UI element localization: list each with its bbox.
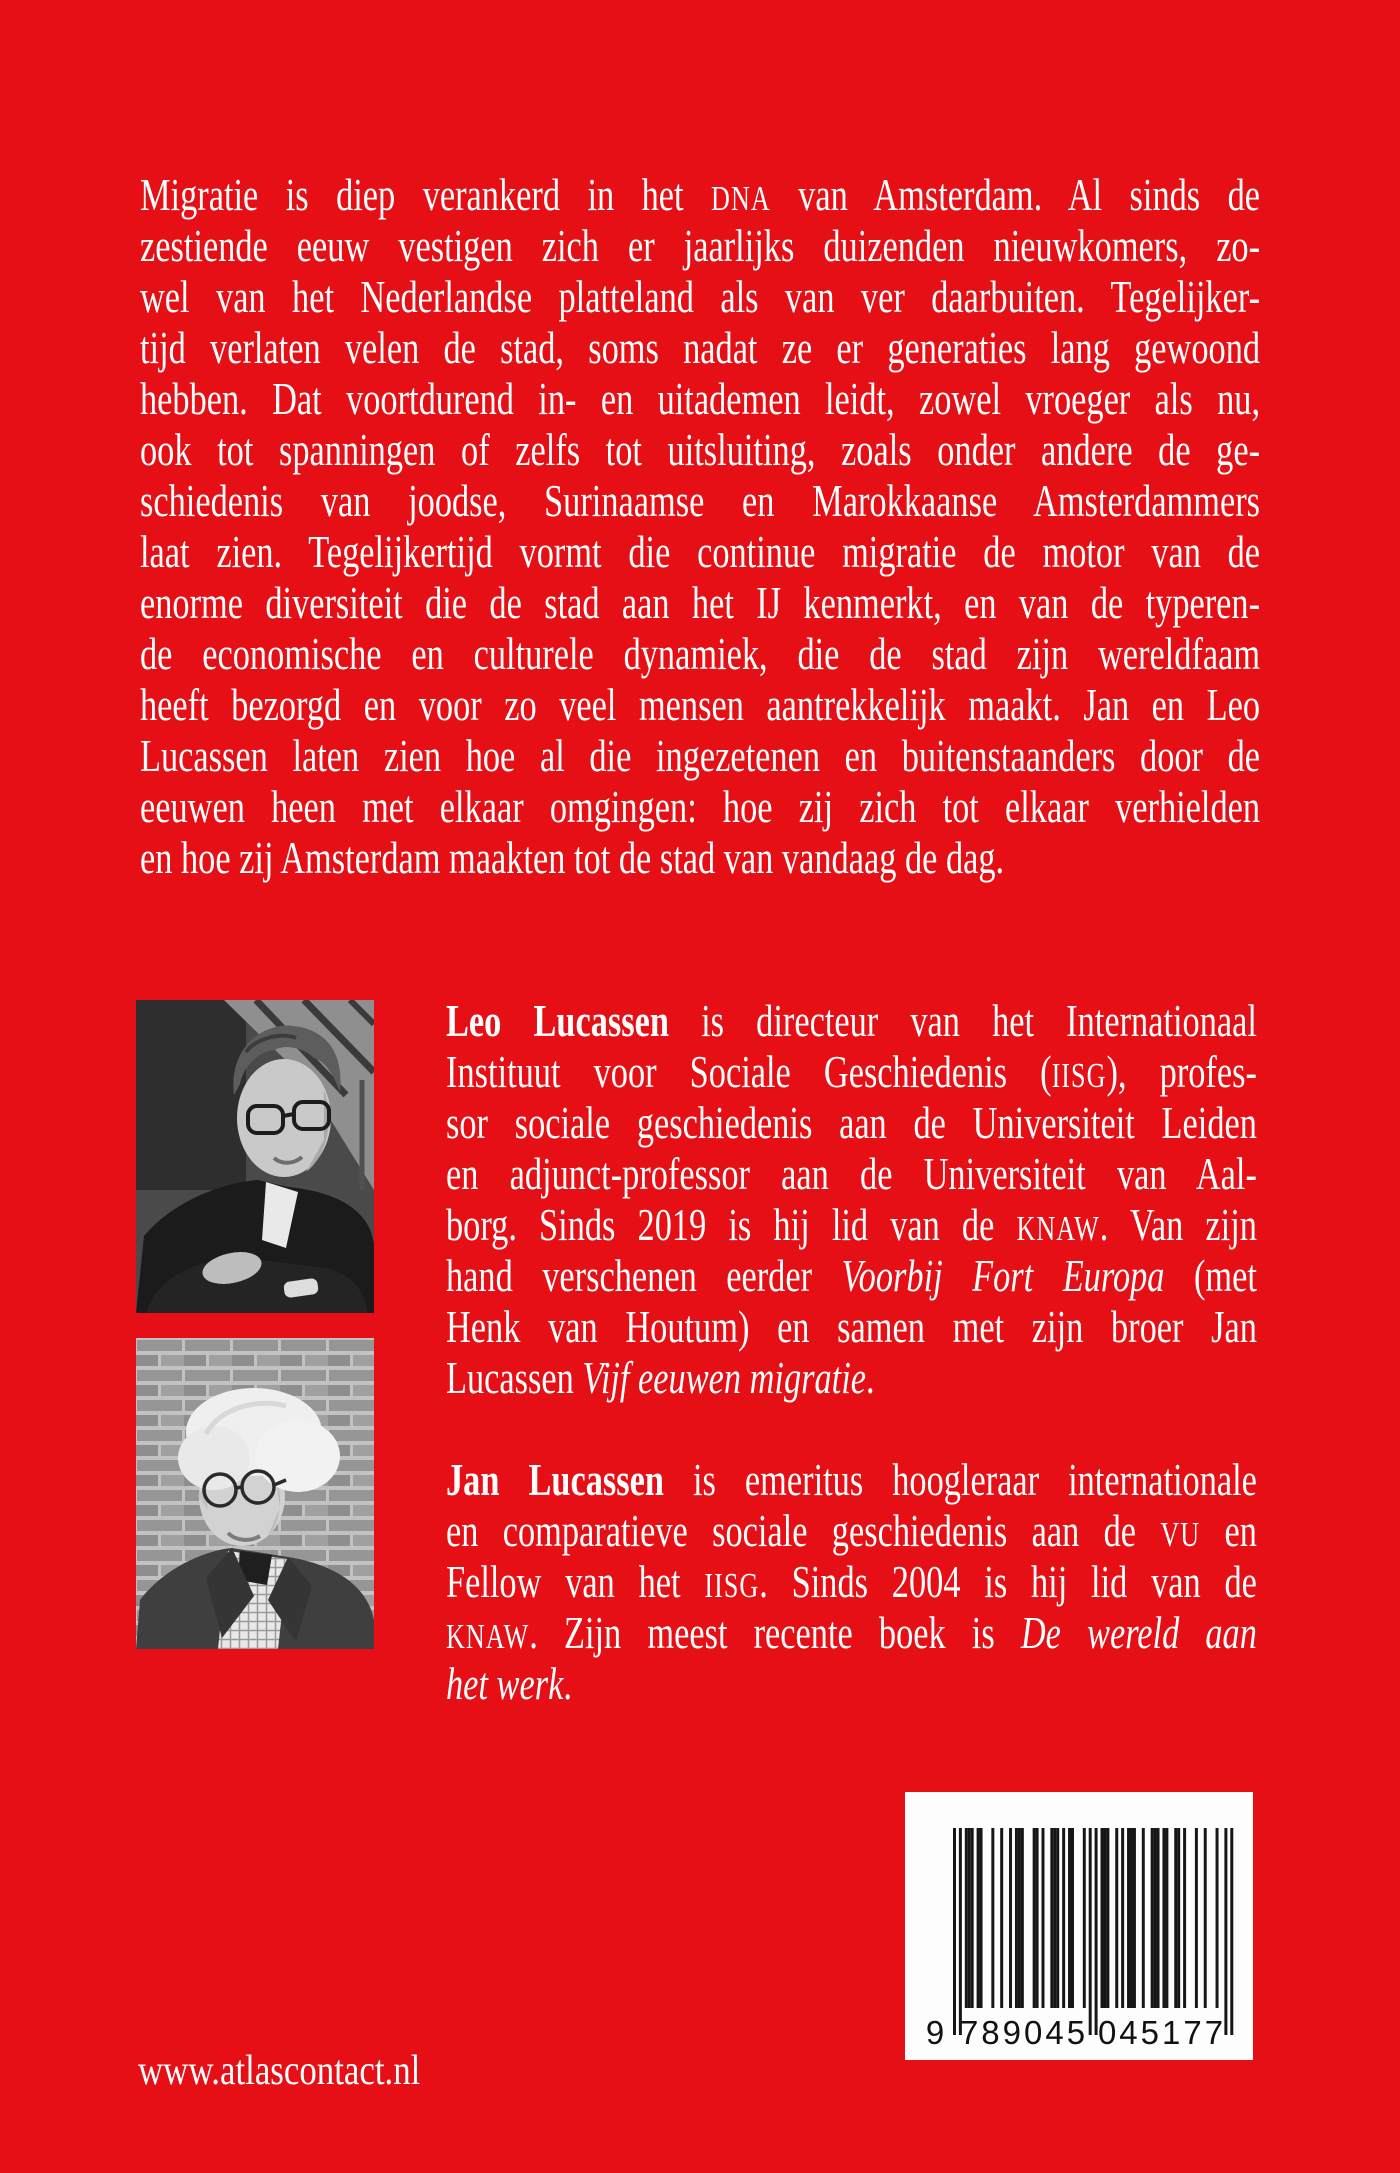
barcode-bar	[1154, 1828, 1157, 2008]
barcode-bar	[1142, 1828, 1145, 2008]
barcode-bar	[965, 1828, 968, 2008]
barcode-bar	[1177, 1828, 1180, 2008]
barcode-bar	[953, 1828, 956, 2035]
text-line: borg. Sinds 2019 is hij lid van de KNAW. Van zijn	[446, 1199, 1257, 1250]
jan-lucassen-photo	[136, 1338, 374, 1649]
text-line: sor sociale geschiedenis aan de Universiteit Leiden	[446, 1097, 1257, 1148]
publisher-website-url: www.atlascontact.nl	[138, 2048, 421, 2094]
isbn-barcode	[905, 1792, 1253, 2060]
barcode-bar	[1068, 1828, 1071, 2008]
text-line: laat zien. Tegelijkertijd vormt die continue migratie de motor van de	[140, 526, 1261, 577]
barcode-bar	[1127, 1828, 1130, 2008]
jan-lucassen-portrait-illustration	[136, 1338, 374, 1649]
text-line: Migratie is diep verankerd in het DNA van Amsterdam. Al sinds de	[140, 169, 1261, 220]
jan-lucassen-bio	[446, 1454, 1257, 1709]
barcode-bar	[1033, 1828, 1036, 2008]
barcode-bar	[1018, 1828, 1021, 2008]
barcode-bar	[1115, 1828, 1118, 2008]
text-line: en adjunct-professor aan de Universiteit van Aal-	[446, 1148, 1257, 1199]
barcode-bar	[1130, 1828, 1133, 2008]
text-line: Henk van Houtum) en samen met zijn broer Jan	[446, 1301, 1257, 1352]
barcode-svg	[905, 1792, 1253, 2060]
barcode-bar	[1050, 1828, 1053, 2008]
barcode-bar	[1071, 1828, 1074, 2008]
barcode-bar	[1000, 1828, 1003, 2008]
barcode-bar	[1095, 1828, 1098, 2035]
isbn-digits: 045177	[1097, 2014, 1227, 2051]
barcode-bar	[1162, 1828, 1165, 2008]
isbn-digits: 9	[925, 2014, 945, 2051]
text-line: tijd verlaten velen de stad, soms nadat ze er generaties lang gewoond	[140, 322, 1261, 373]
barcode-bar	[971, 1828, 974, 2008]
barcode-bar	[977, 1828, 980, 2008]
barcode-bar	[1062, 1828, 1065, 2008]
text-line: Lucassen Vijf eeuwen migratie.	[446, 1352, 875, 1403]
barcode-bar	[1009, 1828, 1012, 2008]
barcode-bar	[1089, 1828, 1092, 2035]
text-line: en comparatieve sociale geschiedenis aan de VU en	[446, 1505, 1257, 1556]
barcode-bar	[980, 1828, 983, 2008]
barcode-bar	[1157, 1828, 1160, 2008]
barcode-bar	[1083, 1828, 1086, 2008]
leo-lucassen-photo	[136, 1000, 374, 1313]
barcode-bar	[1036, 1828, 1039, 2008]
text-line: enorme diversiteit die de stad aan het IJ kenmerkt, en van de typeren-	[140, 577, 1261, 628]
text-line: ook tot spanningen of zelfs tot uitsluiting, zoals onder andere de ge-	[140, 424, 1261, 475]
leo-lucassen-portrait-illustration	[136, 1000, 374, 1313]
text-line: Fellow van het IISG. Sinds 2004 is hij lid van de	[446, 1556, 1257, 1607]
barcode-bar	[1133, 1828, 1136, 2008]
text-line: wel van het Nederlandse platteland als van ver daarbuiten. Tegelijker-	[140, 271, 1261, 322]
barcode-bar	[1204, 1828, 1207, 2008]
barcode-bar	[1121, 1828, 1124, 2008]
text-line: schiedenis van joodse, Surinaamse en Marokkaanse Amsterdammers	[140, 475, 1261, 526]
barcode-bar	[1103, 1828, 1106, 2008]
barcode-bar	[1230, 1828, 1233, 2035]
barcode-bar	[1216, 1828, 1219, 2008]
text-line: zestiende eeuw vestigen zich er jaarlijks duizenden nieuwkomers, zo-	[140, 220, 1261, 271]
text-line: Jan Lucassen is emeritus hoogleraar internationale	[446, 1454, 1257, 1505]
barcode-bar	[1021, 1828, 1024, 2008]
text-line: Instituut voor Sociale Geschiedenis (IISG), profes-	[446, 1046, 1257, 1097]
barcode-bar	[1015, 1828, 1018, 2008]
text-line: Lucassen laten zien hoe al die ingezetenen en buitenstaanders door de	[140, 730, 1261, 781]
text-line: KNAW. Zijn meest recente boek is De wereld aan	[446, 1607, 1257, 1658]
text-line: hebben. Dat voortdurend in- en uitademen leidt, zowel vroeger als nu,	[140, 373, 1261, 424]
isbn-digits: 789045	[959, 2014, 1089, 2051]
barcode-bar	[1056, 1828, 1059, 2008]
barcode-bar	[959, 1828, 962, 2035]
barcode-bar	[968, 1828, 971, 2008]
barcode-bar	[1165, 1828, 1168, 2008]
barcode-bar	[1183, 1828, 1186, 2008]
text-line: en hoe zij Amsterdam maakten tot de stad van vandaag de dag.	[140, 832, 1005, 883]
barcode-bar	[1106, 1828, 1109, 2008]
text-line: heeft bezorgd en voor zo veel mensen aantrekkelijk maakt. Jan en Leo	[140, 679, 1261, 730]
barcode-bar	[991, 1828, 994, 2008]
text-line: het werk.	[446, 1658, 572, 1709]
text-line: hand verschenen eerder Voorbij Fort Europa (met	[446, 1250, 1257, 1301]
barcode-bar	[1151, 1828, 1154, 2008]
barcode-bar	[1042, 1828, 1045, 2008]
barcode-bar	[1053, 1828, 1056, 2008]
text-line: Leo Lucassen is directeur van het Internationaal	[446, 995, 1257, 1046]
text-line: de economische en culturele dynamiek, die de stad zijn wereldfaam	[140, 628, 1261, 679]
text-line: eeuwen heen met elkaar omgingen: hoe zij zich tot elkaar verhielden	[140, 781, 1261, 832]
back-cover-blurb	[140, 169, 1260, 883]
barcode-bar	[1174, 1828, 1177, 2008]
barcode-bar	[1224, 1828, 1227, 2035]
barcode-bar	[1101, 1828, 1104, 2008]
leo-lucassen-bio	[446, 995, 1257, 1403]
barcode-bar	[1195, 1828, 1198, 2008]
